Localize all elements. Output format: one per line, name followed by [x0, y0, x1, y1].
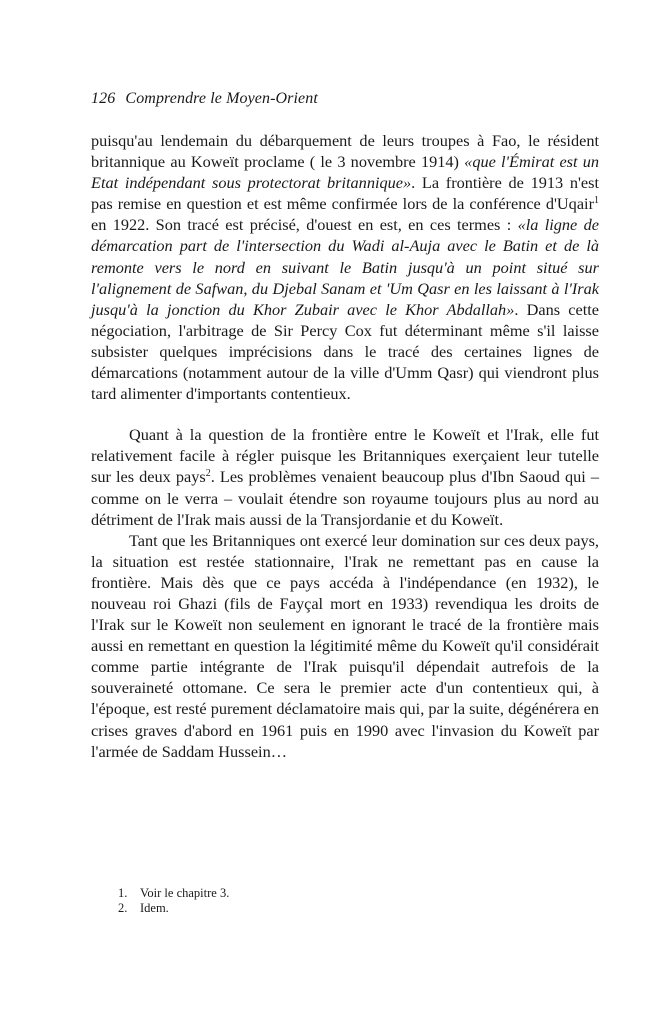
- body-text: [91, 130, 599, 762]
- paragraph-2-text-a: Quant à la question de la frontière entre le Koweït et l'Irak, elle fut relativement facile à régler puisque les Britanniques exerçaient leur tutelle sur les deux pays: [91, 425, 599, 487]
- book-title: Comprendre le Moyen-Orient: [125, 90, 318, 107]
- footnotes: [118, 886, 229, 916]
- footnote-1: [118, 886, 229, 901]
- paragraph-1-text-b: . La frontière de 1913 n'est pas remise en question et est même confirmée lors de la conférence d'Uqair: [91, 173, 600, 214]
- footnote-number: 1.: [118, 886, 128, 900]
- footnote-ref-2: 2: [205, 468, 211, 480]
- running-head: [91, 90, 318, 108]
- paragraph-2-text-b: . Les problèmes venaient beaucoup plus d'Ibn Saoud qui – comme on le verra – voulait étendre son royaume toujours plus au nord au détriment de l'Irak mais aussi de la Transjordanie et du Koweït.: [91, 467, 599, 529]
- footnote-ref-1: 1: [594, 195, 599, 207]
- footnote-text: Voir le chapitre 3.: [140, 886, 230, 900]
- footnote-text: Idem.: [140, 901, 169, 915]
- paragraph-frontiere: [91, 424, 599, 529]
- page-number: 126: [91, 90, 116, 107]
- paragraph-1-text-d: . Dans cette négociation, l'arbitrage de Sir Percy Cox fut déterminant même s'il laisse subsister quelques imprécisions dans le tracé des certaines lignes de démarcations (notamment autour de la ville d'Umm Qasr) qui viendront plus tard alimenter d'importants contentieux.: [91, 299, 599, 404]
- paragraph-1-text-a: puisqu'au lendemain du débarquement de leurs troupes à Fao, le résident britannique au Koweït proclame ( le 3 novembre 1914): [91, 131, 599, 172]
- quote-protectorat: «que l'Émirat est un Etat indépendant sous protectorat britannique»: [91, 152, 600, 193]
- footnote-2: [118, 901, 229, 916]
- paragraph-continuation: [91, 130, 599, 404]
- footnote-number: 2.: [118, 901, 128, 915]
- paragraph-1-text-c: en 1922. Son tracé est précisé, d'ouest en est, en ces termes :: [91, 215, 518, 235]
- paragraph-domination: Tant que les Britanniques ont exercé leur domination sur ces deux pays, la situation est restée stationnaire, l'Irak ne remettant pas en cause la frontière. Mais dès que ce pays accéda à l'indépendance (en 1932), le nouveau roi Ghazi (fils de Fayçal mort en 1933) revendiqua les droits de l'Irak sur le Koweït non seulement en ignorant le tracé de la frontière mais aussi en remettant en question la légitimité même du Koweït qu'il considérait comme partie intégrante de l'Irak puisqu'il dépendait autrefois de la souveraineté ottomane. Ce sera le premier acte d'un contentieux qui, à l'époque, est resté purement déclamatoire mais qui, par la suite, dégénérera en crises graves d'abord en 1961 puis en 1990 avec l'invasion du Koweït par l'armée de Saddam Hussein…: [91, 530, 599, 761]
- quote-demarcation: «la ligne de démarcation part de l'intersection du Wadi al-Auja avec le Batin et de là remonte vers le nord en suivant le Batin jusqu'à un point situé sur l'alignement de Safwan, du Djebal Sanam et 'Um Qasr en les laissant à l'Irak jusqu'à la jonction du Khor Zubair avec le Khor Abdallah»: [91, 215, 599, 319]
